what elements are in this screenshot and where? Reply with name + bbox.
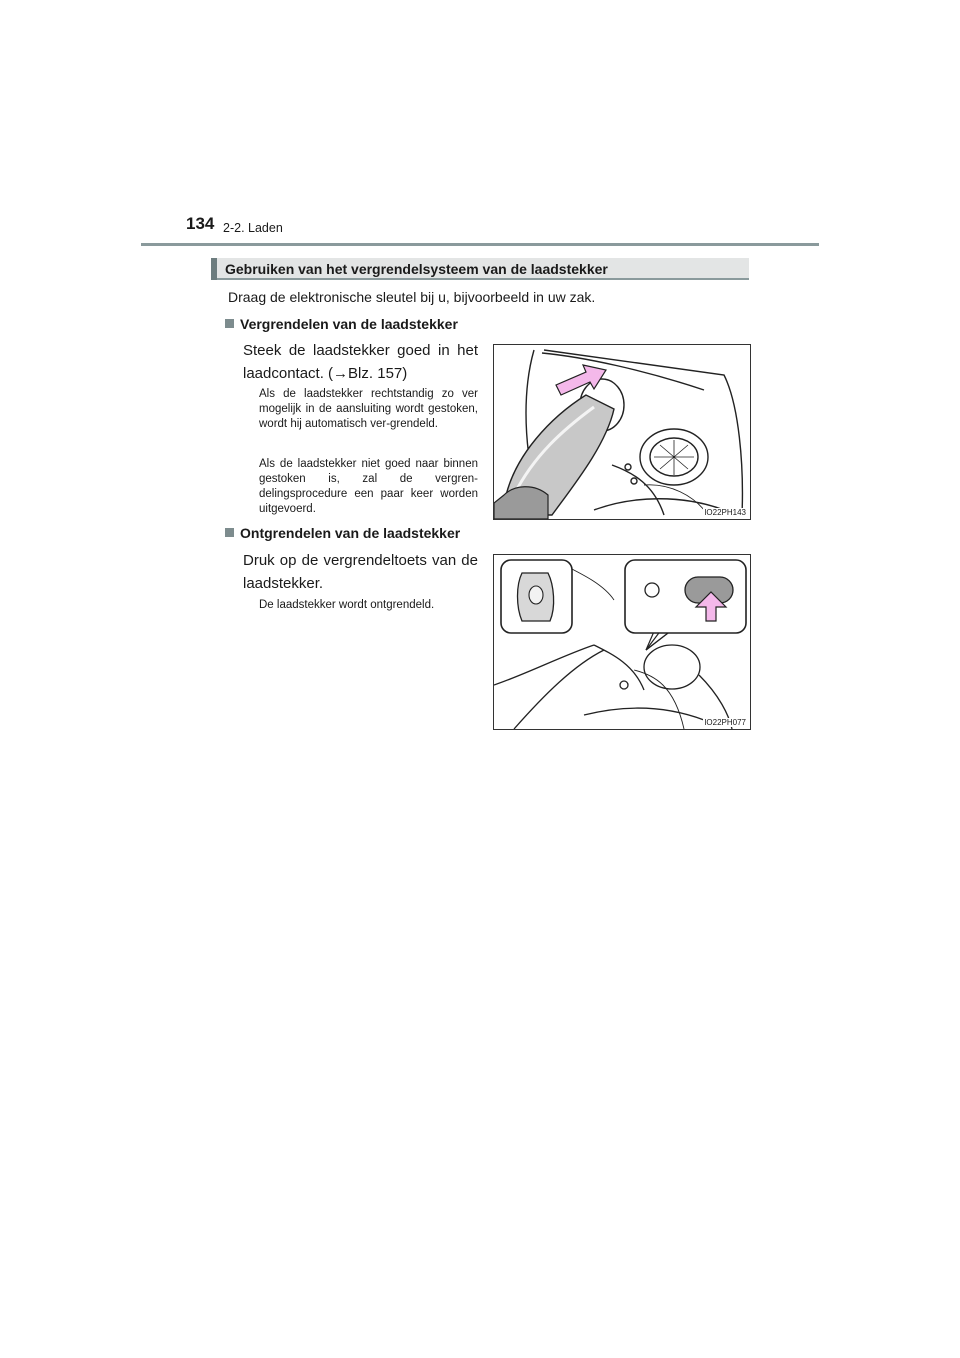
unlock-heading-text: Ontgrendelen van de laadstekker bbox=[240, 525, 461, 541]
lock-heading-text: Vergrendelen van de laadstekker bbox=[240, 316, 458, 332]
lock-heading bbox=[225, 316, 458, 332]
header-rule bbox=[141, 243, 819, 246]
running-header: 2-2. Laden bbox=[223, 221, 283, 235]
push-arrow-icon bbox=[556, 365, 606, 395]
lock-figure bbox=[493, 344, 751, 520]
lock-figure-code: IO22PH143 bbox=[704, 508, 746, 517]
unlock-instruction: Druk op de vergrendeltoets van de laadstekker. bbox=[243, 552, 478, 592]
unlock-note: De laadstekker wordt ontgrendeld. bbox=[259, 599, 435, 611]
square-bullet-icon bbox=[225, 528, 234, 537]
square-bullet-icon bbox=[225, 319, 234, 328]
lock-instruction: Steek de laadstekker goed in het laadcontact. (→Blz. 157) bbox=[243, 342, 478, 382]
charging-plug-insert-illustration bbox=[494, 345, 750, 519]
lock-note-2: Als de laadstekker niet goed naar binnen gestoken is, zal de vergren-delingsprocedure een paar keer worden uitgevoerd. bbox=[259, 458, 478, 515]
unlock-heading bbox=[225, 525, 460, 541]
lock-note-1: Als de laadstekker rechtstandig zo ver mogelijk in de aansluiting wordt gestoken, wordt hij automatisch ver-grendeld. bbox=[259, 388, 478, 430]
section-title: Gebruiken van het vergrendelsysteem van de laadstekker bbox=[225, 261, 608, 277]
intro-text: Draag de elektronische sleutel bij u, bijvoorbeeld in uw zak. bbox=[228, 289, 596, 305]
section-title-bar bbox=[211, 258, 749, 280]
unlock-figure-code: IO22PH077 bbox=[704, 718, 746, 727]
page-number: 134 bbox=[186, 214, 215, 233]
charging-plug-release-illustration bbox=[494, 555, 750, 729]
section-accent bbox=[211, 258, 217, 280]
unlock-figure bbox=[493, 554, 751, 730]
